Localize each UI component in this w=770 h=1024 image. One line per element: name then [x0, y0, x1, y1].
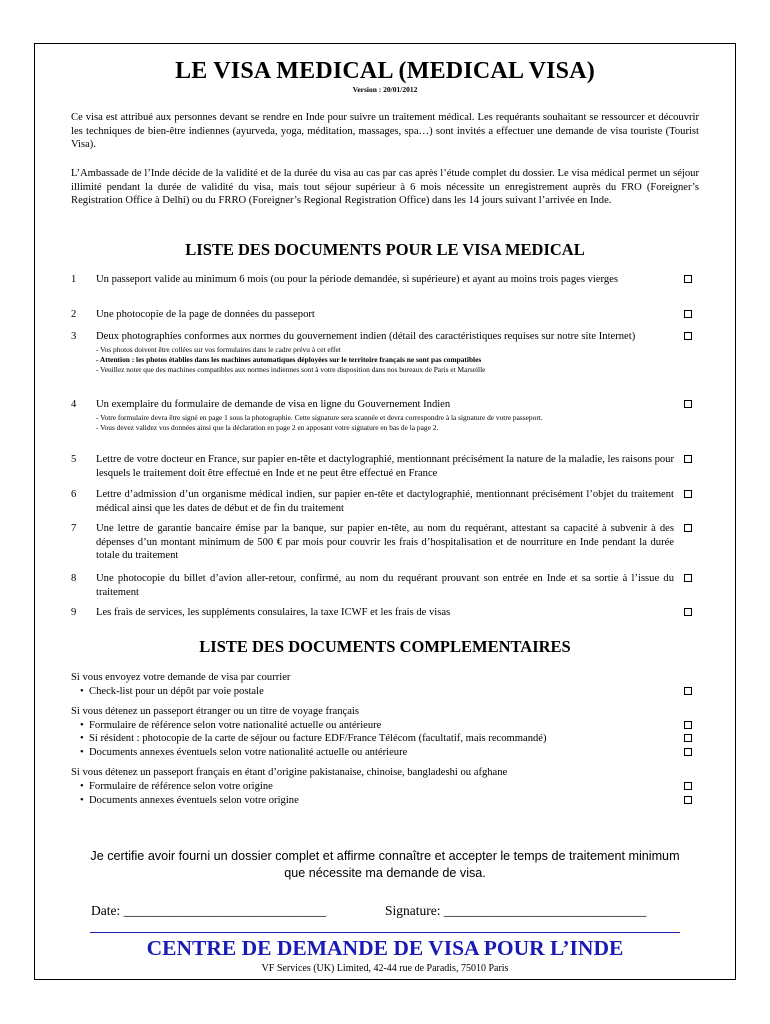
item-text: Formulaire de référence selon votre nationalité actuelle ou antérieure	[89, 720, 382, 731]
list-item	[80, 732, 547, 746]
bullet-icon: •	[80, 720, 84, 731]
item-text: Deux photographies conformes aux normes du gouvernement indien (détail des caractéristiques requises sur notre site Internet)	[96, 331, 636, 342]
signature-field[interactable]: Signature: ______________________________	[385, 903, 647, 918]
item-text: Documents annexes éventuels selon votre nationalité actuelle ou antérieure	[89, 747, 408, 758]
documents-heading: LISTE DES DOCUMENTS POUR LE VISA MEDICAL	[185, 240, 585, 259]
group-intro: Si vous détenez un passeport étranger ou un titre de voyage français	[71, 706, 359, 717]
item-number: 9	[71, 607, 77, 618]
item-number: 2	[71, 309, 77, 320]
checkbox-annex-nationality[interactable]	[684, 748, 692, 756]
certification-statement: Je certifie avoir fourni un dossier complet et affirme connaître et accepter le temps de traitement minimum que nécessite ma demande de visa.	[90, 849, 680, 880]
list-item	[80, 794, 299, 808]
item-text: Check-list pour un dépôt par voie postale	[89, 686, 264, 697]
item-text: Un exemplaire du formulaire de demande de visa en ligne du Gouvernement Indien	[96, 399, 451, 410]
item-text: Les frais de services, les suppléments consulaires, la taxe ICWF et les frais de visas	[96, 607, 451, 618]
complementary-heading: LISTE DES DOCUMENTS COMPLEMENTAIRES	[199, 637, 571, 656]
checkbox-item-4[interactable]	[684, 400, 692, 408]
checkbox-item-5[interactable]	[684, 455, 692, 463]
item-note: - Veuillez noter que des machines compatibles aux normes indiennes sont à votre disposition dans nos bureaux de Paris et Marseille	[96, 365, 486, 375]
intro-paragraph-2: L’Ambassade de l’Inde décide de la validité et de la durée du visa au cas par cas après l’étude complet du dossier. Le visa médical permet un séjour illimité pendant la durée de validité du visa, mais tout séjour supérieur à 6 mois nécessite un enregistrement auprès du FRO (Foreigner’s Registration Office à Delhi) ou du FRRO (Foreigner’s Regional Registration Office) dans les 14 jours suivant l’arrivée en Inde.	[71, 168, 699, 206]
item-number: 6	[71, 489, 77, 500]
centre-title: CENTRE DE DEMANDE DE VISA POUR L’INDE	[90, 932, 680, 961]
item-text: Lettre d’admission d’un organisme médical indien, sur papier en-tête et dactylographié, mentionnant précisément l’objet du traitement médical ainsi que les dates de début et de fin du traitement	[96, 489, 674, 514]
item-number: 7	[71, 523, 77, 534]
item-text: Une photocopie de la page de données du passeport	[96, 309, 315, 320]
bullet-icon: •	[80, 747, 84, 758]
item-text: Un passeport valide au minimum 6 mois (ou pour la période demandée, si supérieure) et ayant au moins trois pages vierges	[96, 274, 619, 285]
item-number: 5	[71, 454, 77, 465]
item-note: - Votre formulaire devra être signé en page 1 sous la photographie. Cette signature sera scannée et devra correspondre à la signature de votre passeport.	[96, 412, 543, 422]
item-text: Lettre de votre docteur en France, sur papier en-tête et dactylographié, mentionnant précisément la nature de la maladie, les raisons pour lesquels le traitement doit être effectué en Inde et ne peut être effectué en France	[96, 454, 675, 479]
checkbox-item-7[interactable]	[684, 524, 692, 532]
checkbox-item-2[interactable]	[684, 310, 692, 318]
page-title: LE VISA MEDICAL (MEDICAL VISA)	[175, 58, 595, 84]
checkbox-postal-checklist[interactable]	[684, 687, 692, 695]
date-field[interactable]: Date: ______________________________	[91, 903, 327, 918]
list-item	[80, 685, 264, 699]
version-label: Version : 20/01/2012	[352, 85, 418, 94]
list-item	[80, 780, 273, 794]
bullet-icon: •	[80, 795, 84, 806]
checkbox-item-9[interactable]	[684, 608, 692, 616]
bullet-icon: •	[80, 781, 84, 792]
list-item	[80, 719, 381, 733]
address-line: VF Services (UK) Limited, 42-44 rue de Paradis, 75010 Paris	[261, 963, 509, 974]
item-number: 1	[71, 274, 77, 285]
checkbox-resident-proof[interactable]	[684, 734, 692, 742]
item-text: Une photocopie du billet d’avion aller-retour, confirmé, au nom du requérant prouvant son entrée en Inde et sa sortie à l’issue du traitement	[96, 573, 674, 598]
item-text: Formulaire de référence selon votre origine	[89, 781, 273, 792]
checkbox-origin-form[interactable]	[684, 782, 692, 790]
group-intro: Si vous envoyez votre demande de visa par courrier	[71, 672, 291, 683]
item-number: 3	[71, 331, 77, 342]
checkbox-nationality-form[interactable]	[684, 721, 692, 729]
item-text: Si résident : photocopie de la carte de séjour ou facture EDF/France Télécom (facultatif, mais recommandé)	[89, 733, 547, 744]
checkbox-item-3[interactable]	[684, 332, 692, 340]
item-text: Documents annexes éventuels selon votre origine	[89, 795, 299, 806]
checkbox-item-1[interactable]	[684, 275, 692, 283]
item-number: 8	[71, 573, 77, 584]
item-note: - Vous devez validez vos données ainsi que la déclaration en page 2 en apposant votre signature en bas de la page 2.	[96, 422, 439, 432]
checkbox-item-8[interactable]	[684, 574, 692, 582]
item-number: 4	[71, 399, 77, 410]
item-note-warning: - Attention : les photos établies dans les machines automatiques déployées sur le territoire français ne sont pas compatibles	[96, 354, 482, 364]
item-text: Une lettre de garantie bancaire émise par la banque, sur papier en-tête, au nom du requérant, attestant sa capacité à subvenir à des dépenses d’un montant minimum de 500 € par mois pour couvrir les frais d’hospitalisation et de nourriture en Inde pendant la durée totale du traitement	[96, 523, 674, 561]
list-item	[80, 746, 407, 760]
bullet-icon: •	[80, 733, 84, 744]
group-intro: Si vous détenez un passeport français en étant d’origine pakistanaise, chinoise, bangladeshi ou afghane	[71, 767, 508, 778]
checkbox-annex-origin[interactable]	[684, 796, 692, 804]
checkbox-item-6[interactable]	[684, 490, 692, 498]
intro-paragraph-1: Ce visa est attribué aux personnes devant se rendre en Inde pour suivre un traitement médical. Les requérants souhaitant se ressourcer et découvrir les techniques de bien-être indiennes (ayurveda, yoga, méditation, massages, spa…) sont invités a effectuer une demande de visa touriste (Tourist Visa).	[71, 112, 699, 150]
item-note: - Vos photos doivent être collées sur vos formulaires dans le cadre prévu à cet effet	[96, 344, 341, 354]
bullet-icon: •	[80, 686, 84, 697]
